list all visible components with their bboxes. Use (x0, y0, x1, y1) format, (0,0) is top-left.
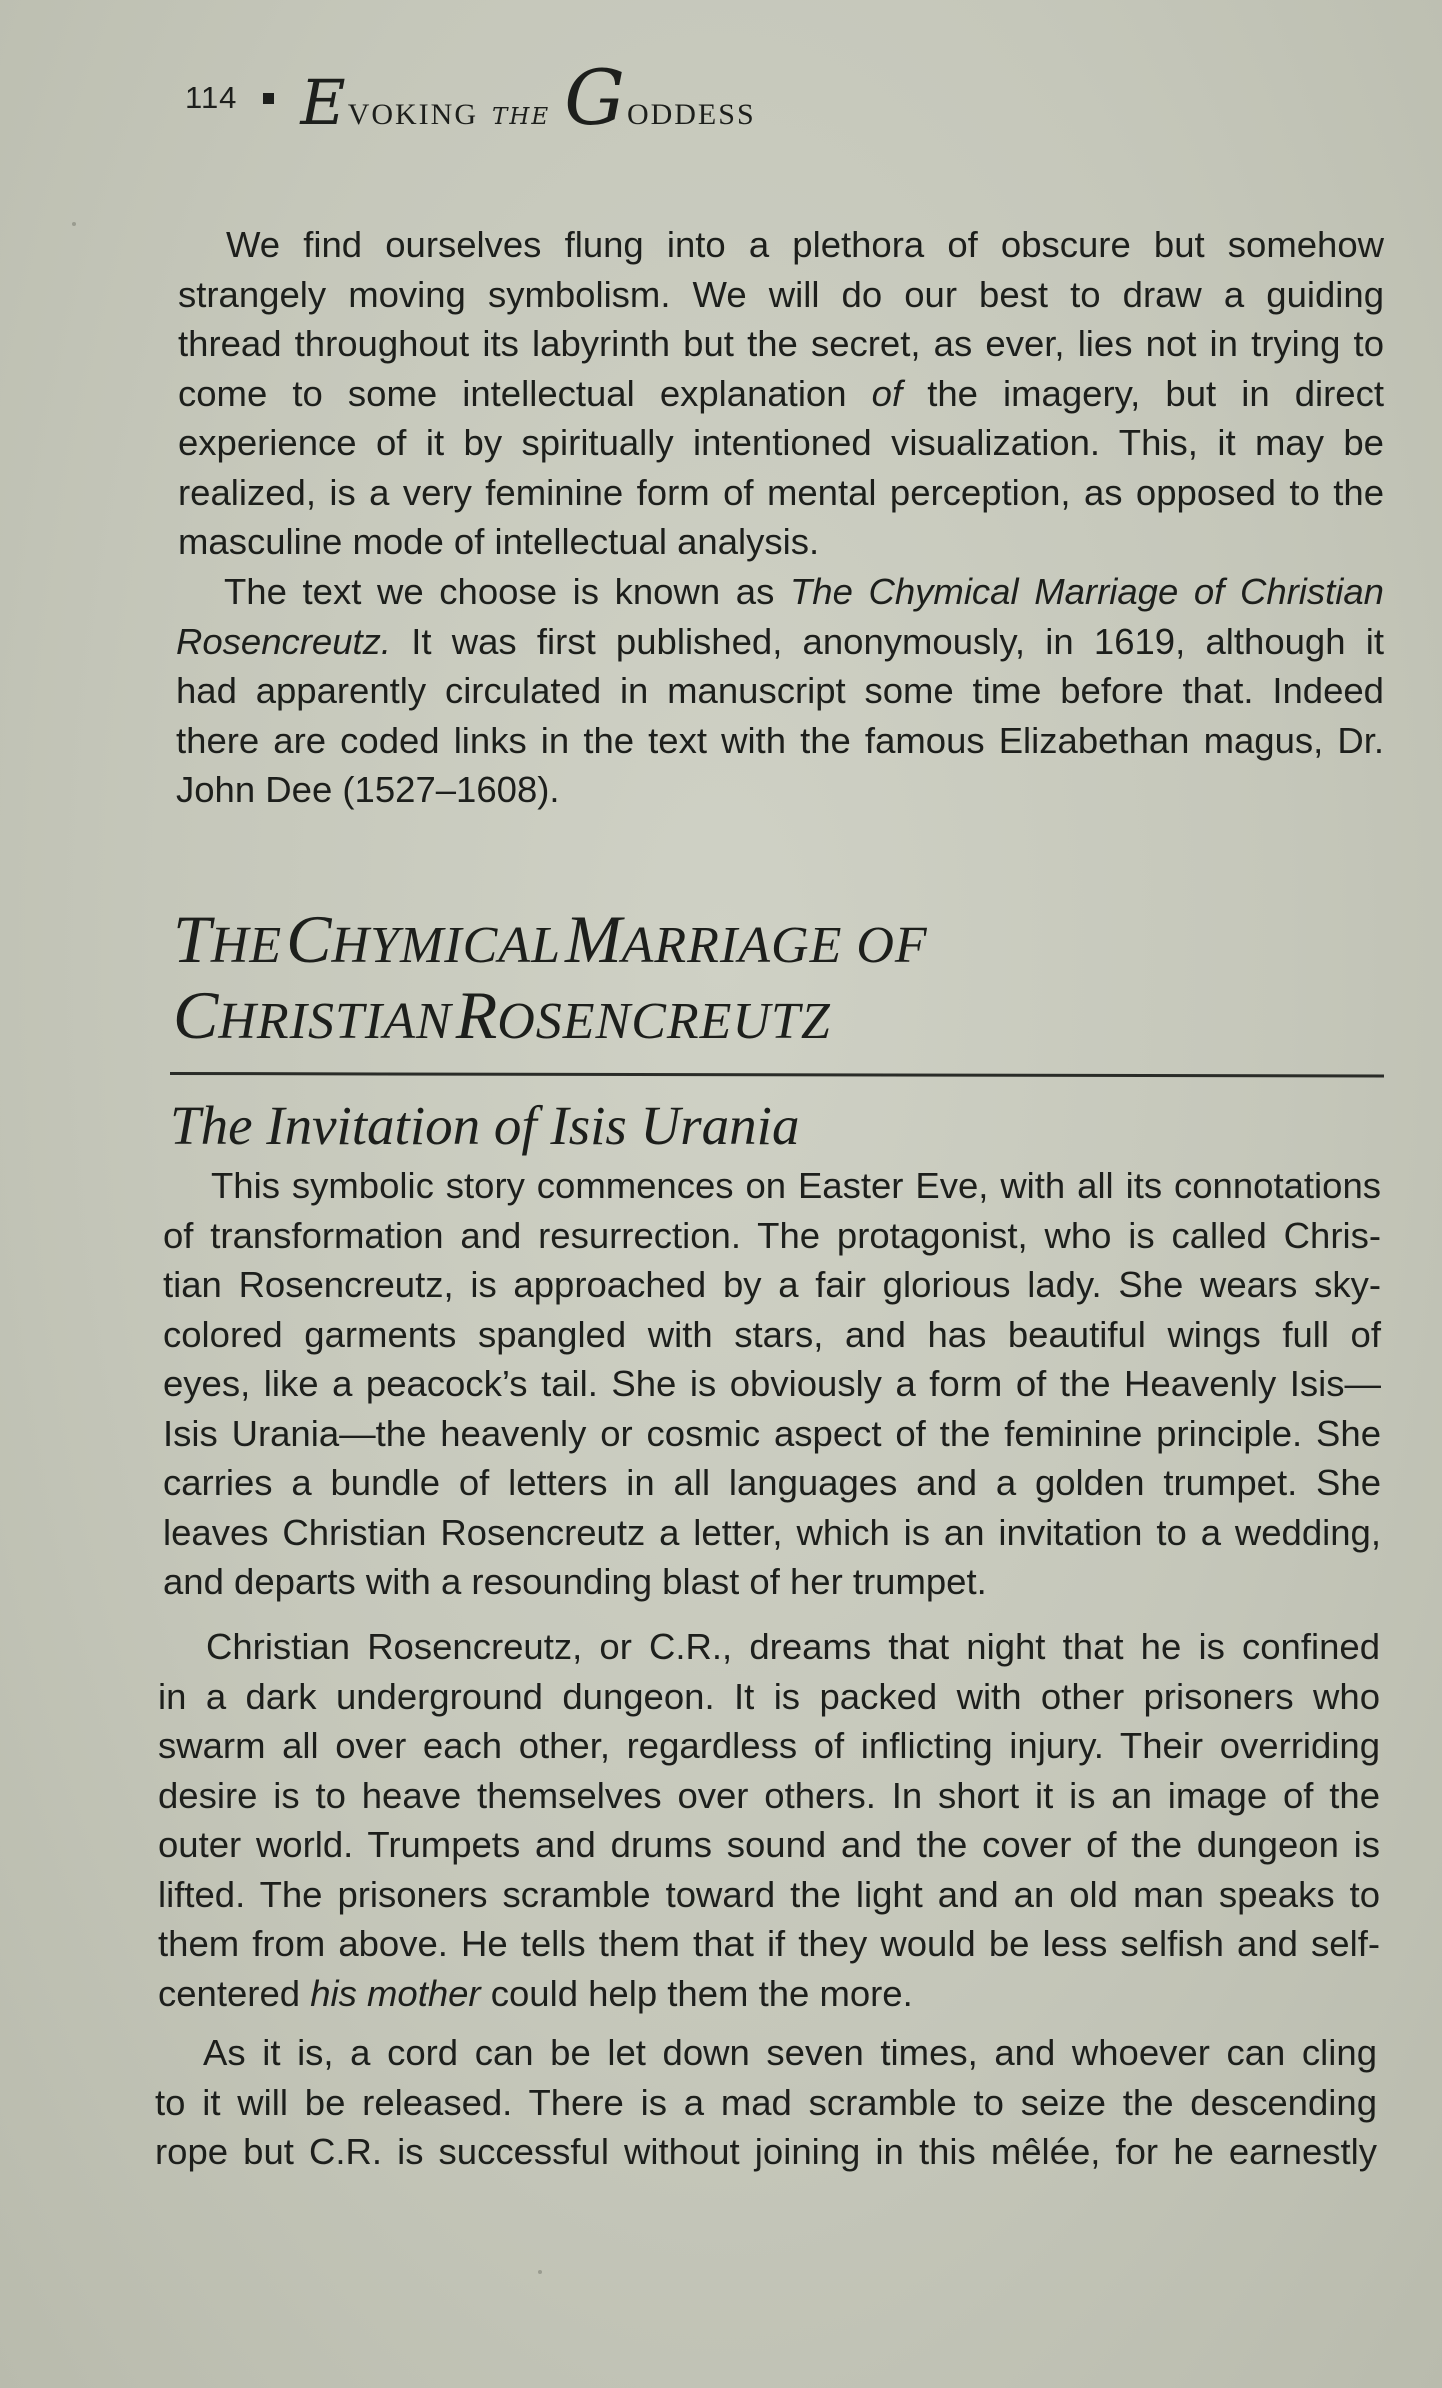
text-line: them from above. He tells them that if they would be less selfish and self- (158, 1923, 1380, 1964)
text-line: and departs with a resounding blast of her trumpet. (163, 1561, 987, 1602)
story-paragraph-2 (158, 1622, 1380, 2018)
text-line: We find ourselves flung into a plethora of obscure but somehow (226, 224, 1384, 265)
text-span: the imagery, but in direct (902, 372, 1384, 414)
heading-smallcaps: ARRIAGE OF (621, 917, 928, 974)
text-line: there are coded links in the text with the famous Elizabethan magus, Dr. (176, 719, 1384, 761)
text-span: could help them the more. (480, 1972, 913, 2014)
text-line: Christian Rosencreutz, or C.R., dreams that night that he is confined (206, 1626, 1380, 1667)
text-line (158, 1969, 1380, 2019)
text-line (178, 369, 1384, 419)
text-line: tian Rosencreutz, is approached by a fair glorious lady. She wears sky- (163, 1264, 1381, 1305)
running-head-word-goddess: ODDESS (626, 98, 756, 131)
paper-speck (72, 222, 76, 226)
heading-smallcaps: HE (210, 917, 283, 974)
running-head-title (300, 53, 756, 142)
text-span: The text we choose is known as (224, 571, 790, 612)
text-span: centered (158, 1972, 311, 2014)
text-line: experience of it by spiritually intentioned visualization. This, it may be (178, 422, 1384, 463)
heading-cap: T (173, 901, 211, 977)
text-line: This symbolic story commences on Easter Eve, with all its connotations (211, 1165, 1381, 1206)
running-head-initial-e: E (300, 66, 348, 139)
text-span: It was first published, anonymously, in 1619, although it (391, 620, 1384, 662)
text-line (176, 567, 1384, 617)
text-line: strangely moving symbolism. We will do our best to draw a guiding (178, 273, 1384, 315)
text-line: leaves Christian Rosencreutz a letter, which is an invitation to a wedding, (163, 1511, 1381, 1553)
story-paragraph-1 (163, 1161, 1381, 1607)
italic-span: of (871, 372, 903, 414)
heading-cap: M (565, 901, 622, 977)
text-line: colored garments spangled with stars, and has beautiful wings full of (163, 1313, 1381, 1355)
text-line: As it is, a cord can be let down seven times, and whoever can cling (203, 2032, 1377, 2073)
intro-paragraph-1 (178, 220, 1384, 567)
text-line: eyes, like a peacock’s tail. She is obviously a form of the Heavenly Isis— (163, 1363, 1381, 1404)
text-line: desire is to heave themselves over others. In short it is an image of the (158, 1774, 1380, 1816)
text-line: John Dee (1527–1608). (176, 769, 560, 810)
paper-speck (538, 2270, 542, 2274)
heading-cap: C (286, 901, 332, 977)
italic-span: his mother (310, 1972, 481, 2014)
running-head-word-the: the (492, 93, 551, 132)
running-header (185, 53, 756, 142)
text-line: outer world. Trumpets and drums sound and the cover of the dungeon is (158, 1824, 1380, 1865)
text-line: realized, is a very feminine form of mental perception, as opposed to the (178, 471, 1384, 513)
heading-rule (170, 1072, 1384, 1078)
text-span: come to some intellectual explanation (178, 372, 872, 414)
page-number: 114 (185, 80, 238, 115)
text-line: lifted. The prisoners scramble toward the light and an old man speaks to (158, 1873, 1380, 1915)
section-heading-line-2 (173, 976, 928, 1052)
text-line: had apparently circulated in manuscript some time before that. Indeed (176, 670, 1384, 711)
heading-smallcaps: OSENCREUTZ (497, 993, 831, 1050)
text-line: masculine mode of intellectual analysis. (178, 521, 820, 562)
subsection-title: The Invitation of Isis Urania (170, 1095, 800, 1156)
section-heading-line-1 (173, 900, 928, 976)
intro-paragraph-2 (176, 567, 1384, 815)
header-bullet (263, 93, 274, 104)
italic-span: The Chymical Marriage of Christian (789, 571, 1384, 612)
text-line: carries a bundle of letters in all languages and a golden trumpet. She (163, 1462, 1381, 1503)
text-line: Isis Urania—the heavenly or cosmic aspect of the feminine principle. She (163, 1412, 1381, 1454)
running-head-initial-g: G (564, 53, 627, 142)
text-line: thread throughout its labyrinth but the secret, as ever, lies not in trying to (178, 323, 1384, 364)
running-head-word-evoking: VOKING (347, 98, 479, 131)
text-line: rope but C.R. is successful without joining in this mêlée, for he earnestly (155, 2131, 1377, 2172)
text-line (176, 617, 1384, 667)
section-heading (173, 900, 928, 1052)
heading-cap: R (455, 977, 498, 1053)
text-line: swarm all over each other, regardless of inflicting injury. Their overriding (158, 1725, 1380, 1766)
heading-smallcaps: HYMICAL (331, 917, 561, 974)
text-line: in a dark underground dungeon. It is packed with other prisoners who (158, 1675, 1380, 1717)
text-line: of transformation and resurrection. The protagonist, who is called Chris- (163, 1214, 1381, 1256)
story-paragraph-3 (155, 2028, 1377, 2177)
heading-smallcaps: HRISTIAN (218, 993, 452, 1050)
heading-cap: C (173, 977, 219, 1053)
italic-span: Rosencreutz. (176, 620, 392, 662)
text-line: to it will be released. There is a mad scramble to seize the descending (155, 2081, 1377, 2123)
